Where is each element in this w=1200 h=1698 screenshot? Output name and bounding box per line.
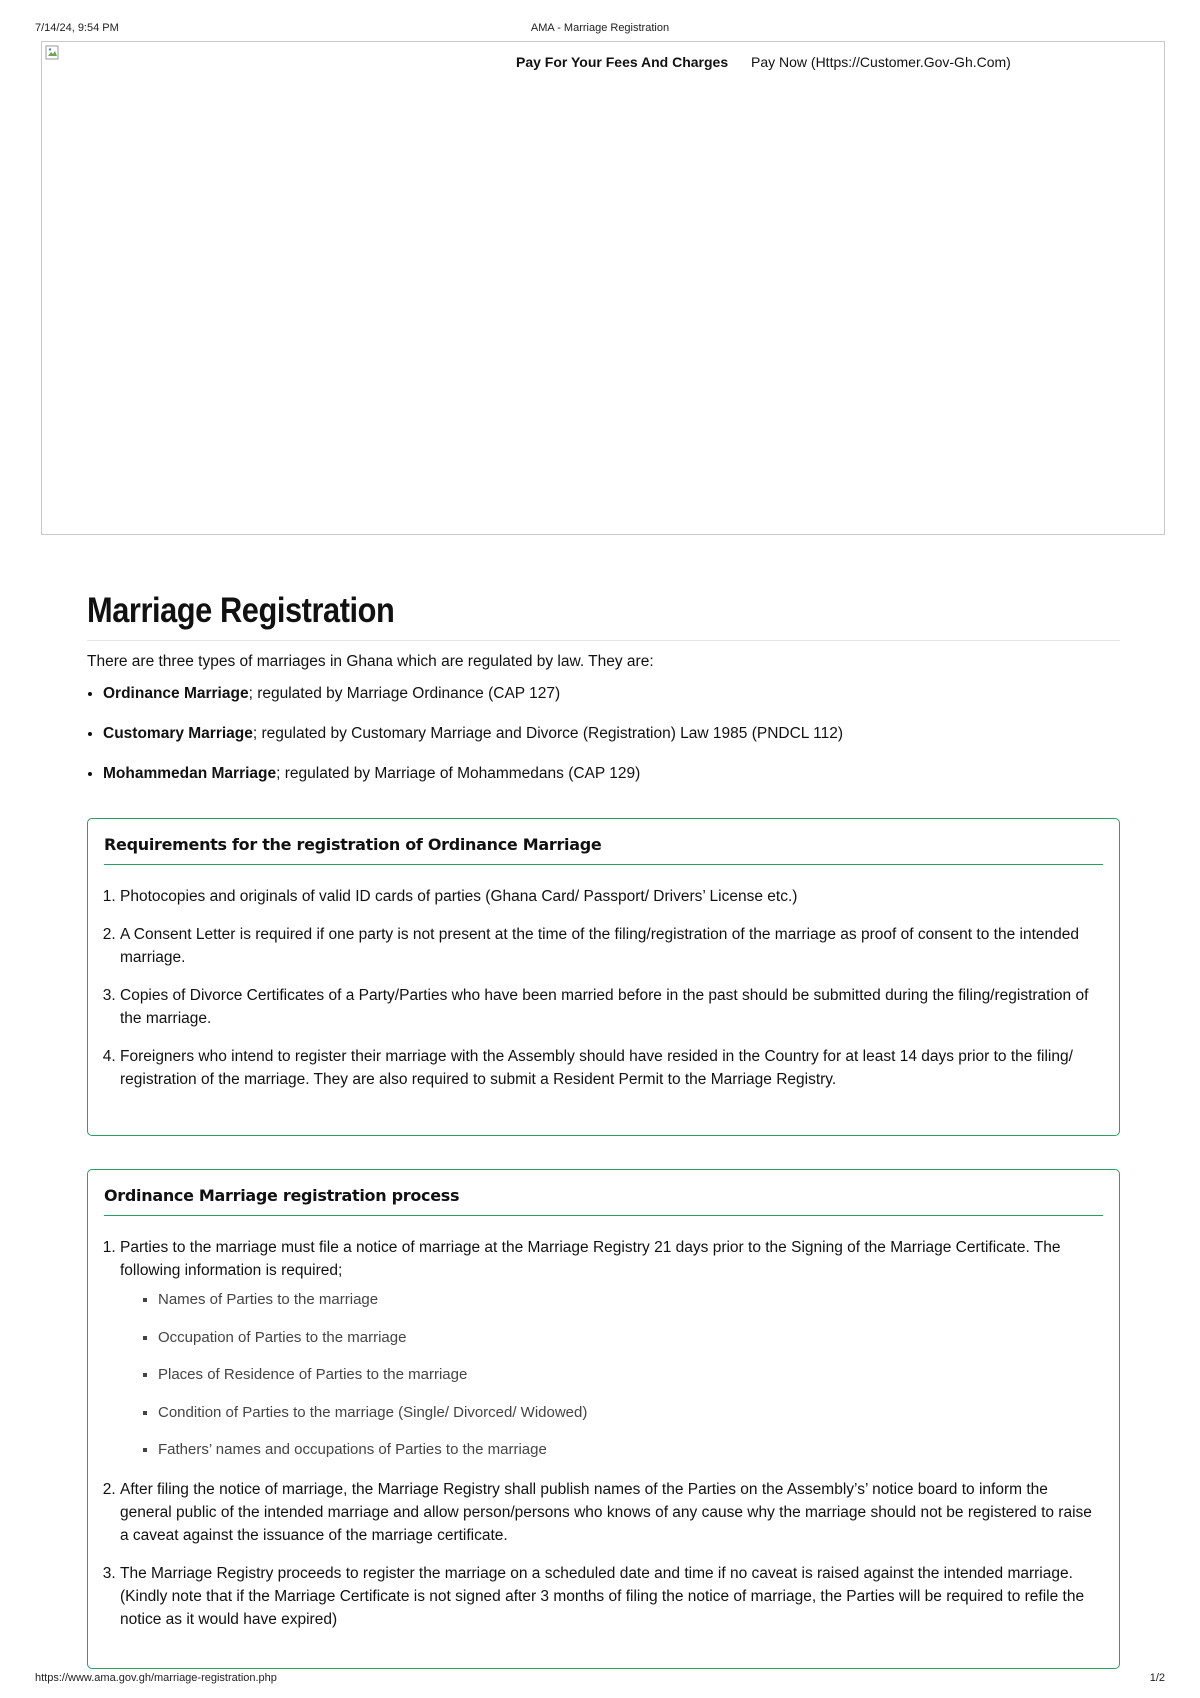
list-item: ▪ Names of Parties to the marriage bbox=[158, 1290, 1103, 1310]
marriage-type-name: Ordinance Marriage bbox=[103, 685, 249, 702]
requirements-list bbox=[104, 885, 1103, 1091]
broken-image-icon bbox=[45, 45, 61, 61]
list-item: 4. Foreigners who intend to register their marriage with the Assembly should have resided in the Country for at least 14 days prior to the filing/ registration of the marriage. They are also required to submit a Resident Permit to the Marriage Registry. bbox=[120, 1045, 1103, 1091]
marriage-types-list bbox=[87, 684, 1120, 784]
list-item: ▪ Places of Residence of Parties to the marriage bbox=[158, 1365, 1103, 1385]
process-card bbox=[87, 1169, 1120, 1669]
required-info-list bbox=[120, 1290, 1103, 1460]
pay-fees-label: Pay For Your Fees And Charges bbox=[516, 54, 729, 70]
print-doc-title: AMA - Marriage Registration bbox=[530, 22, 670, 34]
marriage-type-desc: ; regulated by Marriage Ordinance (CAP 127) bbox=[248, 685, 561, 702]
page-title: Marriage Registration bbox=[87, 591, 395, 630]
title-divider bbox=[87, 640, 1120, 641]
list-item bbox=[103, 764, 1120, 784]
requirements-card bbox=[87, 818, 1120, 1136]
hero-banner bbox=[41, 41, 1165, 535]
process-heading: Ordinance Marriage registration process bbox=[104, 1186, 1103, 1216]
marriage-type-name: Mohammedan Marriage bbox=[103, 765, 277, 782]
marriage-type-desc: ; regulated by Customary Marriage and Divorce (Registration) Law 1985 (PNDCL 112) bbox=[252, 725, 844, 742]
print-url: https://www.ama.gov.gh/marriage-registration.php bbox=[35, 1672, 277, 1684]
intro-text: There are three types of marriages in Ghana which are regulated by law. They are: bbox=[87, 653, 654, 670]
page-number: 1/2 bbox=[1149, 1672, 1165, 1684]
process-step: 3. The Marriage Registry proceeds to register the marriage on a scheduled date and time if no caveat is raised against the intended marriage. (Kindly note that if the Marriage Certificate is not signed after 3 months of filing the notice of marriage, the Parties will be required to refile the notice as it would have expired) bbox=[120, 1562, 1103, 1631]
process-steps-list bbox=[104, 1236, 1103, 1631]
list-item: 1. Photocopies and originals of valid ID cards of parties (Ghana Card/ Passport/ Drivers’ License etc.) bbox=[120, 885, 1103, 908]
print-header bbox=[35, 22, 1165, 38]
requirements-heading: Requirements for the registration of Ordinance Marriage bbox=[104, 835, 1103, 865]
list-item: 2. A Consent Letter is required if one party is not present at the time of the filing/registration of the marriage as proof of consent to the intended marriage. bbox=[120, 923, 1103, 969]
list-item: ▪ Occupation of Parties to the marriage bbox=[158, 1328, 1103, 1348]
marriage-type-name: Customary Marriage bbox=[103, 725, 253, 742]
main-content bbox=[87, 590, 1120, 1628]
list-item: 3. Copies of Divorce Certificates of a Party/Parties who have been married before in the past should be submitted during the filing/registration of the marriage. bbox=[120, 984, 1103, 1030]
step-text: Parties to the marriage must file a notice of marriage at the Marriage Registry 21 days prior to the Signing of the Marriage Certificate. The following information is required; bbox=[120, 1239, 1061, 1279]
pay-now-link[interactable]: Pay Now (Https://Customer.Gov-Gh.Com) bbox=[751, 54, 1011, 70]
process-step: 2. After filing the notice of marriage, the Marriage Registry shall publish names of the Parties on the Assembly’s’ notice board to inform the general public of the intended marriage and allow person/persons who knows of any cause why the marriage should not be registered to raise a caveat against the issuance of the marriage certificate. bbox=[120, 1478, 1103, 1547]
process-step bbox=[120, 1236, 1103, 1460]
list-item: ▪ Fathers’ names and occupations of Parties to the marriage bbox=[158, 1440, 1103, 1460]
list-item bbox=[103, 684, 1120, 704]
list-item: ▪ Condition of Parties to the marriage (Single/ Divorced/ Widowed) bbox=[158, 1403, 1103, 1423]
print-footer bbox=[35, 1672, 1165, 1688]
marriage-type-desc: ; regulated by Marriage of Mohammedans (CAP 129) bbox=[276, 765, 641, 782]
list-item bbox=[103, 724, 1120, 744]
print-datetime: 7/14/24, 9:54 PM bbox=[35, 22, 119, 34]
